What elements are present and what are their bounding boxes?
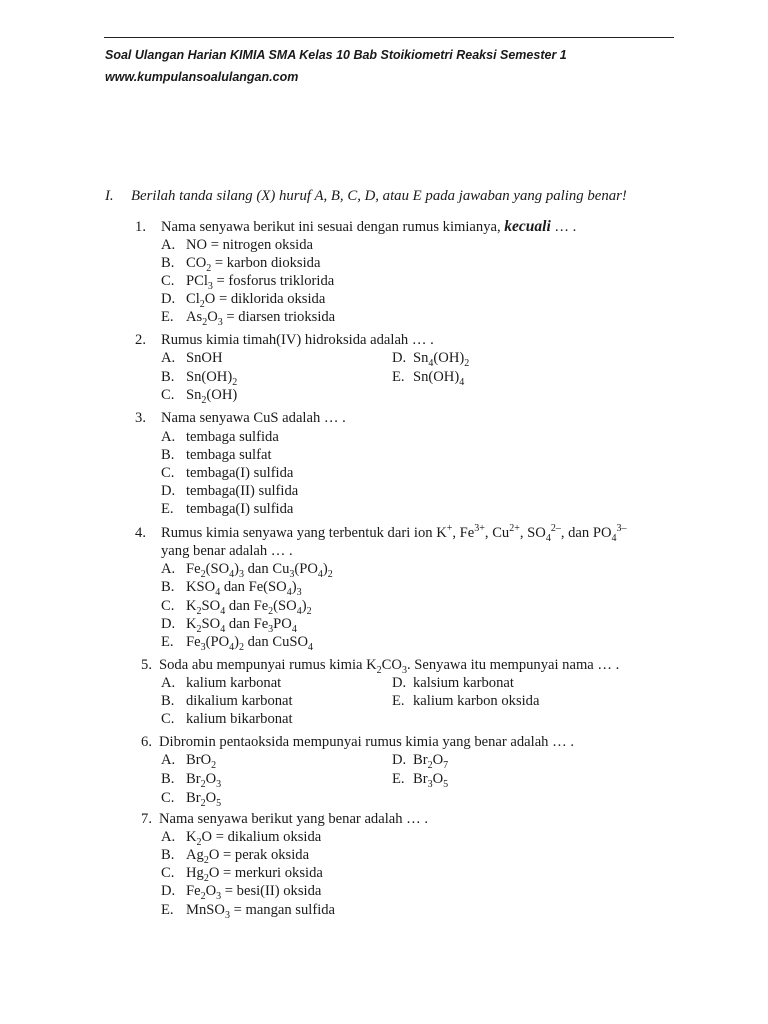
option-c[interactable] xyxy=(161,710,293,728)
option-letter: D. xyxy=(161,883,176,899)
option-letter: E. xyxy=(161,634,174,650)
option-letter: B. xyxy=(161,847,175,863)
option-letter: E. xyxy=(161,501,174,517)
question-text: Rumus kimia timah(IV) hidroksida adalah … . xyxy=(161,332,434,348)
option-letter: D. xyxy=(161,483,176,499)
option-a[interactable] xyxy=(161,828,321,846)
option-b[interactable] xyxy=(161,846,309,864)
option-a[interactable] xyxy=(161,674,281,692)
option-letter: A. xyxy=(161,350,176,366)
question-emphasis: kecuali xyxy=(504,218,551,235)
option-text: kalium bikarbonat xyxy=(186,711,293,727)
option-text: $As_2O_3$ = diarsen trioksida xyxy=(186,309,336,328)
option-letter: B. xyxy=(161,771,175,787)
question-number: 7. xyxy=(141,811,152,827)
option-letter: D. xyxy=(161,616,176,632)
option-c[interactable] xyxy=(161,597,312,615)
option-letter: A. xyxy=(161,561,176,577)
document-title: Soal Ulangan Harian KIMIA SMA Kelas 10 Bab Stoikiometri Reaksi Semester 1 xyxy=(105,48,567,62)
question-number: 2. xyxy=(135,332,146,348)
option-c[interactable] xyxy=(161,864,323,882)
option-letter: C. xyxy=(161,273,175,289)
option-b[interactable] xyxy=(161,578,302,596)
option-b[interactable] xyxy=(161,254,320,272)
question-text: Soda abu mempunyai rumus kimia $K_2CO_3$. Senyawa itu mempunyai nama … . xyxy=(159,657,620,676)
option-b[interactable] xyxy=(161,446,272,464)
option-letter: C. xyxy=(161,465,175,481)
option-letter: D. xyxy=(392,752,407,768)
option-letter: D. xyxy=(392,675,407,691)
option-letter: B. xyxy=(161,255,175,271)
option-text: tembaga sulfat xyxy=(186,447,272,463)
question-text: Nama senyawa berikut yang benar adalah … . xyxy=(159,811,429,827)
option-b[interactable] xyxy=(161,770,221,788)
instruction-text: Berilah tanda silang (X) huruf A, B, C, D, atau E pada jawaban yang paling benar! xyxy=(131,188,627,204)
option-text: $KSO_4$ dan $Fe(SO_4)_3$ xyxy=(186,579,302,598)
option-a[interactable] xyxy=(161,560,333,578)
option-d[interactable] xyxy=(392,674,514,692)
option-e[interactable] xyxy=(392,368,464,386)
option-c[interactable] xyxy=(161,789,221,807)
option-text: kalium karbon oksida xyxy=(413,693,540,709)
option-letter: E. xyxy=(392,771,405,787)
option-text: NO = nitrogen oksida xyxy=(186,237,313,253)
option-c[interactable] xyxy=(161,386,237,404)
section-number: I. xyxy=(105,188,114,204)
question-text-part: Nama senyawa berikut ini sesuai dengan rumus kimianya, xyxy=(161,219,505,235)
option-a[interactable] xyxy=(161,428,279,446)
option-b[interactable] xyxy=(161,692,293,710)
option-letter: C. xyxy=(161,598,175,614)
option-letter: D. xyxy=(161,291,176,307)
option-letter: D. xyxy=(392,350,407,366)
option-letter: A. xyxy=(161,675,176,691)
option-b[interactable] xyxy=(161,368,237,386)
option-text: PCl$_3$ = fosforus triklorida xyxy=(186,273,335,292)
option-text: $Fe_3(PO_4)_2$ dan CuSO$_4$ xyxy=(186,634,314,653)
header-rule xyxy=(104,37,674,38)
option-text: $Br_2O_7$ xyxy=(413,752,449,771)
option-letter: A. xyxy=(161,429,176,445)
option-text: kalsium karbonat xyxy=(413,675,514,691)
option-c[interactable] xyxy=(161,464,293,482)
option-e[interactable] xyxy=(161,308,335,326)
option-e[interactable] xyxy=(392,770,448,788)
option-text: $Cl_2O$ = diklorida oksida xyxy=(186,291,326,310)
option-letter: C. xyxy=(161,865,175,881)
option-letter: E. xyxy=(392,369,405,385)
option-text: MnSO$_3$ = mangan sulfida xyxy=(186,902,336,921)
option-d[interactable] xyxy=(161,882,321,900)
option-text: SnOH xyxy=(186,350,223,366)
option-a[interactable] xyxy=(161,236,313,254)
option-text: tembaga sulfida xyxy=(186,429,279,445)
option-d[interactable] xyxy=(161,482,298,500)
option-text: $Sn(OH)_2$ xyxy=(186,369,238,388)
question-number: 4. xyxy=(135,525,146,541)
option-letter: C. xyxy=(161,790,175,806)
option-text: $K_2O$ = dikalium oksida xyxy=(186,829,322,848)
option-letter: A. xyxy=(161,829,176,845)
option-text: $Sn(OH)_4$ xyxy=(413,369,465,388)
option-letter: B. xyxy=(161,693,175,709)
option-e[interactable] xyxy=(161,500,293,518)
option-letter: A. xyxy=(161,752,176,768)
question-text xyxy=(161,218,576,236)
option-letter: B. xyxy=(161,579,175,595)
option-e[interactable] xyxy=(392,692,539,710)
option-c[interactable] xyxy=(161,272,334,290)
option-letter: B. xyxy=(161,447,175,463)
option-text: tembaga(I) sulfida xyxy=(186,501,294,517)
question-text: Rumus kimia senyawa yang terbentuk dari ion K+, $Fe^{3+}$, $Cu^{2+}$, $SO_4^{2-}$, dan $PO_4^{3-}$ xyxy=(161,523,627,544)
option-d[interactable] xyxy=(392,751,448,769)
section-instruction xyxy=(105,188,627,205)
question-text: Dibromin pentaoksida mempunyai rumus kimia yang benar adalah … . xyxy=(159,734,575,750)
option-text: $Ag_2O$ = perak oksida xyxy=(186,847,310,866)
question-text-line2: yang benar adalah … . xyxy=(161,543,293,559)
option-text: $Br_2O_5$ xyxy=(186,790,222,809)
option-text: tembaga(I) sulfida xyxy=(186,465,294,481)
option-text: $Hg_2O$ = merkuri oksida xyxy=(186,865,323,884)
option-d[interactable] xyxy=(161,290,325,308)
option-text: dikalium karbonat xyxy=(186,693,293,709)
option-letter: E. xyxy=(392,693,405,709)
option-text: $CO_2$ = karbon dioksida xyxy=(186,255,321,274)
question-number: 1. xyxy=(135,219,146,235)
question-number: 5. xyxy=(141,657,152,673)
option-text: $Br_3O_5$ xyxy=(413,771,449,790)
question-number: 6. xyxy=(141,734,152,750)
option-letter: A. xyxy=(161,237,176,253)
option-letter: E. xyxy=(161,902,174,918)
website-url: www.kumpulansoalulangan.com xyxy=(105,70,299,84)
option-text: BrO$_2$ xyxy=(186,752,217,771)
option-letter: C. xyxy=(161,711,175,727)
option-text: $Sn_4(OH)_2$ xyxy=(413,350,470,369)
option-e[interactable] xyxy=(161,901,335,919)
option-a[interactable] xyxy=(161,751,216,769)
option-letter: B. xyxy=(161,369,175,385)
option-letter: E. xyxy=(161,309,174,325)
option-a[interactable] xyxy=(161,349,223,367)
option-e[interactable] xyxy=(161,633,313,651)
question-number: 3. xyxy=(135,410,146,426)
option-letter: C. xyxy=(161,387,175,403)
option-text: $K_2SO_4$ dan $Fe_2(SO_4)_2$ xyxy=(186,598,312,617)
option-text: $Sn_2(OH)$ xyxy=(186,387,238,406)
option-text: $Br_2O_3$ xyxy=(186,771,222,790)
option-d[interactable] xyxy=(161,615,297,633)
question-text-part: … . xyxy=(550,219,577,235)
option-text: kalium karbonat xyxy=(186,675,282,691)
option-text: tembaga(II) sulfida xyxy=(186,483,299,499)
option-d[interactable] xyxy=(392,349,469,367)
option-text: $K_2SO_4$ dan $Fe_3PO_4$ xyxy=(186,616,297,635)
question-text: Nama senyawa CuS adalah … . xyxy=(161,410,346,426)
option-text: $Fe_2O_3$ = besi(II) oksida xyxy=(186,883,322,902)
option-text: $Fe_2(SO_4)_3$ dan $Cu_3(PO_4)_2$ xyxy=(186,561,333,580)
